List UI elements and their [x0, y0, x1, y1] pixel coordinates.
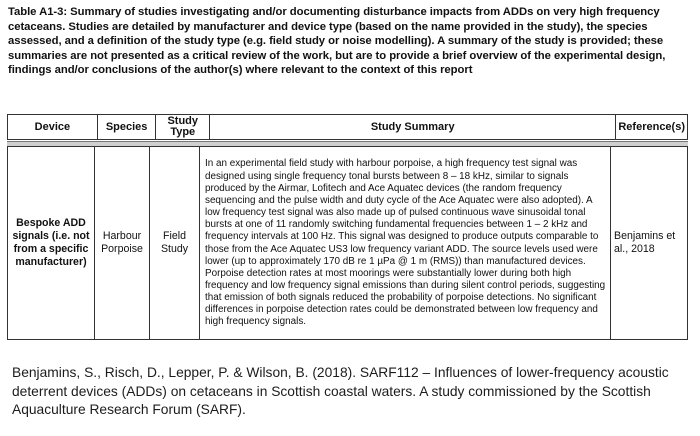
table-row [8, 147, 688, 340]
header-species: Species [97, 115, 156, 140]
header-study-type: Study Type [156, 115, 210, 140]
table-caption: Table A1-3: Summary of studies investigating and/or documenting disturbance impacts from ADDs on very high frequency cetaceans. Studies are detailed by manufacturer and device type (based on the name provided in the study), the species assessed, and a definition of the study type (e.g. field study or noise modelling). A summary of the study is provided; these summaries are not presented as a critical review of the work, but are to provide a brief overview of the experimental design, findings and/or conclusions of the author(s) where relevant to the context of this report [8, 6, 666, 77]
cell-device: Bespoke ADD signals (i.e. not from a specific manufacturer) [8, 147, 95, 340]
cell-reference: Benjamins et al., 2018 [611, 147, 688, 340]
cell-study-type: Field Study [150, 147, 200, 340]
header-device: Device [8, 115, 98, 140]
cell-species: Harbour Porpoise [95, 147, 150, 340]
cell-study-summary: In an experimental field study with harbour porpoise, a high frequency test signal was designed using single frequency tonal bursts between 8 – 18 kHz, similar to signals produced by the Airmar, Lofitech and Ace Aquatec devices (the random frequency sequencing and the pulse width and duty cycle of the Ace Aquatec were also adopted). A low frequency test signal was also made up of pulsed continuous wave sinusoidal tonal bursts at one of 11 randomly switching fundamental frequencies between 1 – 2 kHz and frequency intervals at 100 Hz. This signal was designed to produce outputs comparable to those from the Ace Aquatec US3 low frequency variant ADD. The source levels used were lower (up to approximately 170 dB re 1 µPa @ 1 m (RMS)) than manufactured devices. Porpoise detection rates at most moorings were substantially lower during both high frequency and low frequency signal emissions than during silent control periods, suggesting that emission of both signals reduced the probability of porpoise detections. No significant differences in porpoise detection rates could be demonstrated between low frequency and high frequency signals. [200, 147, 611, 340]
header-study-summary: Study Summary [210, 115, 616, 140]
header-references: Reference(s) [616, 115, 688, 140]
full-reference: Benjamins, S., Risch, D., Lepper, P. & Wilson, B. (2018). SARF112 – Influences of lower-frequency acoustic deterrent devices (ADDs) on cetaceans in Scottish coastal waters. A study commissioned by the Scottish Aquaculture Research Forum (SARF). [12, 365, 669, 418]
table-body [7, 146, 688, 340]
table-header [7, 114, 688, 140]
